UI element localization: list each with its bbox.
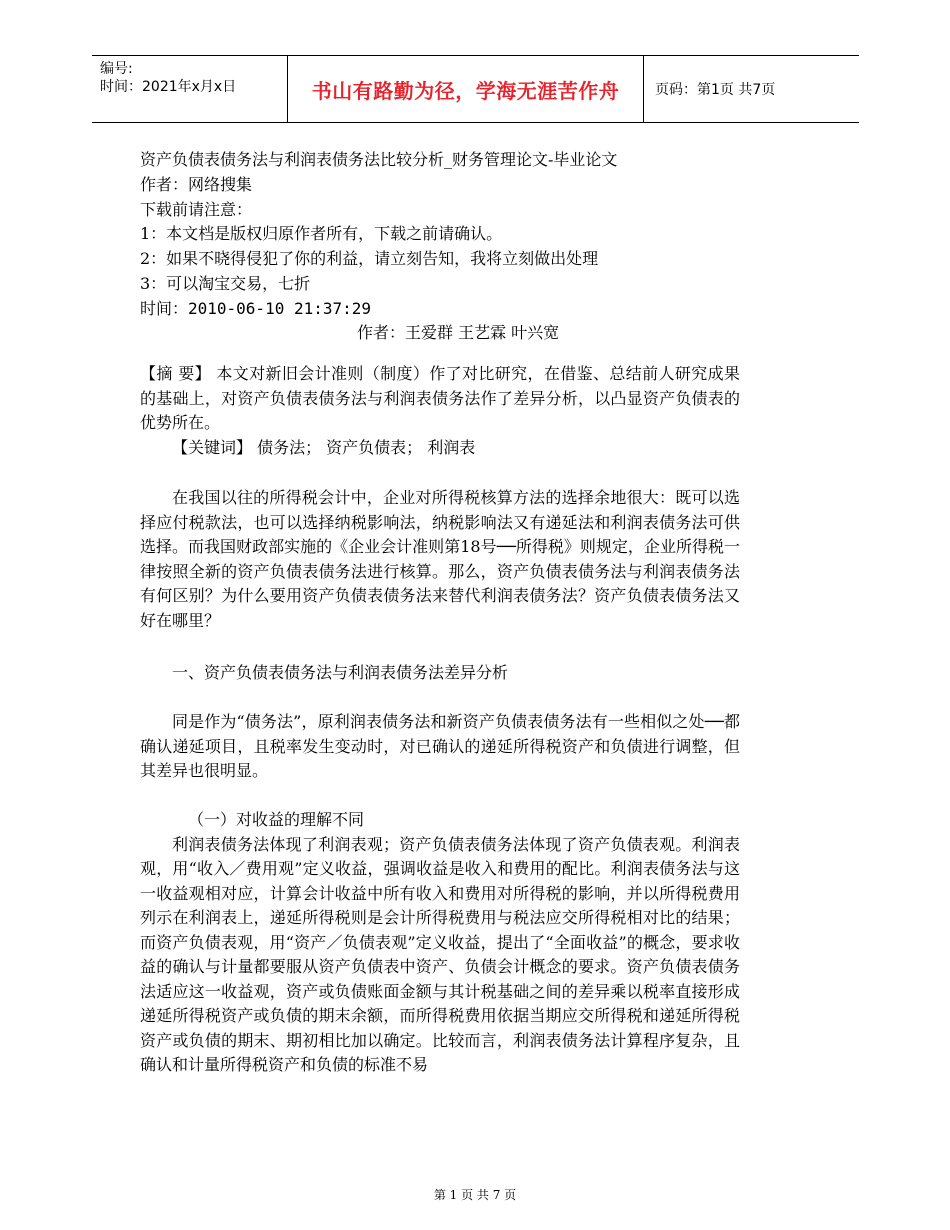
subsection-heading-1: （一）对收益的理解不同 xyxy=(188,810,365,829)
notice-title: 下载前请注意： xyxy=(140,200,253,219)
notice-item-2: 2：如果不晓得侵犯了你的利益，请立刻告知，我将立刻做出处理 xyxy=(140,249,599,268)
article-authors: 作者：王爱群 王艺霖 叶兴宽 xyxy=(357,323,560,342)
paragraph-1 xyxy=(140,486,740,633)
keywords-text: 【关键词】 债务法； 资产负债表； 利润表 xyxy=(172,437,476,457)
publish-time: 时间：2010-06-10 21:37:29 xyxy=(140,299,372,318)
section-heading-1 xyxy=(140,661,740,686)
abstract-text: 【摘 要】 本文对新旧会计准则（制度）作了对比研究，在借鉴、总结前人研究成果的基础上，对资产负债表债务法与利润表债务法作了差异分析，以凸显资产负债表的优势所在。 xyxy=(140,364,740,432)
paragraph-1-text: 在我国以往的所得税会计中，企业对所得税核算方法的选择余地很大：既可以选择应付税款法，也可以选择纳税影响法，纳税影响法又有递延法和利润表债务法可供选择。而我国财政部实施的《企业会计准则第18号──所得税》则规定，企业所得税一律按照全新的资产负债表债务法进行核算。那么，资产负债表债务法与利润表债务法有何区别？为什么要用资产负债表债务法来替代利润表债务法？资产负债表债务法又好在哪里？ xyxy=(140,488,740,630)
time-label: 时间：2021年x月x日 xyxy=(100,79,237,95)
paragraph-3-text: 利润表债务法体现了利润表观；资产负债表债务法体现了资产负债表观。利润表观，用“收入／费用观”定义收益，强调收益是收入和费用的配比。利润表债务法与这一收益观相对应，计算会计收益中所有收入和费用对所得税的影响，并以所得税费用列示在利润表上，递延所得税则是会计所得税费用与税法应交所得税相对比的结果；而资产负债表观，用“资产／负债表观”定义收益，提出了“全面收益”的概念，要求收益的确认与计量都要服从资产负债表中资产、负债会计概念的要求。资产负债表债务法适应这一收益观，资产或负债账面金额与其计税基础之间的差异乘以税率直接形成递延所得税资产或负债的期末余额，而所得税费用依据当期应交所得税和递延所得税资产或负债的期末、期初相比加以确定。比较而言，利润表债务法计算程序复杂，且确认和计量所得税资产和负债的标准不易 xyxy=(140,834,740,1074)
author-line: 作者：网络搜集 xyxy=(140,175,253,194)
paragraph-2 xyxy=(140,710,740,784)
page-footer xyxy=(0,1186,950,1203)
notice-item-3: 3：可以淘宝交易，七折 xyxy=(140,274,311,293)
subsection-block xyxy=(140,808,740,1078)
header-motto-cell xyxy=(287,56,644,122)
page-header xyxy=(92,55,859,123)
footer-page-number: 第 1 页 共 7 页 xyxy=(433,1188,517,1202)
header-left-cell xyxy=(92,56,287,122)
motto-text: 书山有路勤为径，学海无涯苦作舟 xyxy=(311,78,620,103)
abstract-block xyxy=(140,362,740,460)
paragraph-2-text: 同是作为“债务法”，原利润表债务法和新资产负债表债务法有一些相似之处──都确认递延项目，且税率发生变动时，对已确认的递延所得税资产和负债进行调整，但其差异也很明显。 xyxy=(140,712,740,780)
number-label: 编号: xyxy=(100,61,133,77)
header-page-cell xyxy=(643,56,871,122)
section-heading-1-text: 一、资产负债表债务法与利润表债务法差异分析 xyxy=(172,663,509,682)
page-label: 页码：第1页 共7页 xyxy=(655,82,776,98)
doc-title: 资产负债表债务法与利润表债务法比较分析_财务管理论文-毕业论文 xyxy=(140,150,618,169)
notice-item-1: 1：本文档是版权归原作者所有，下载之前请确认。 xyxy=(140,224,503,243)
